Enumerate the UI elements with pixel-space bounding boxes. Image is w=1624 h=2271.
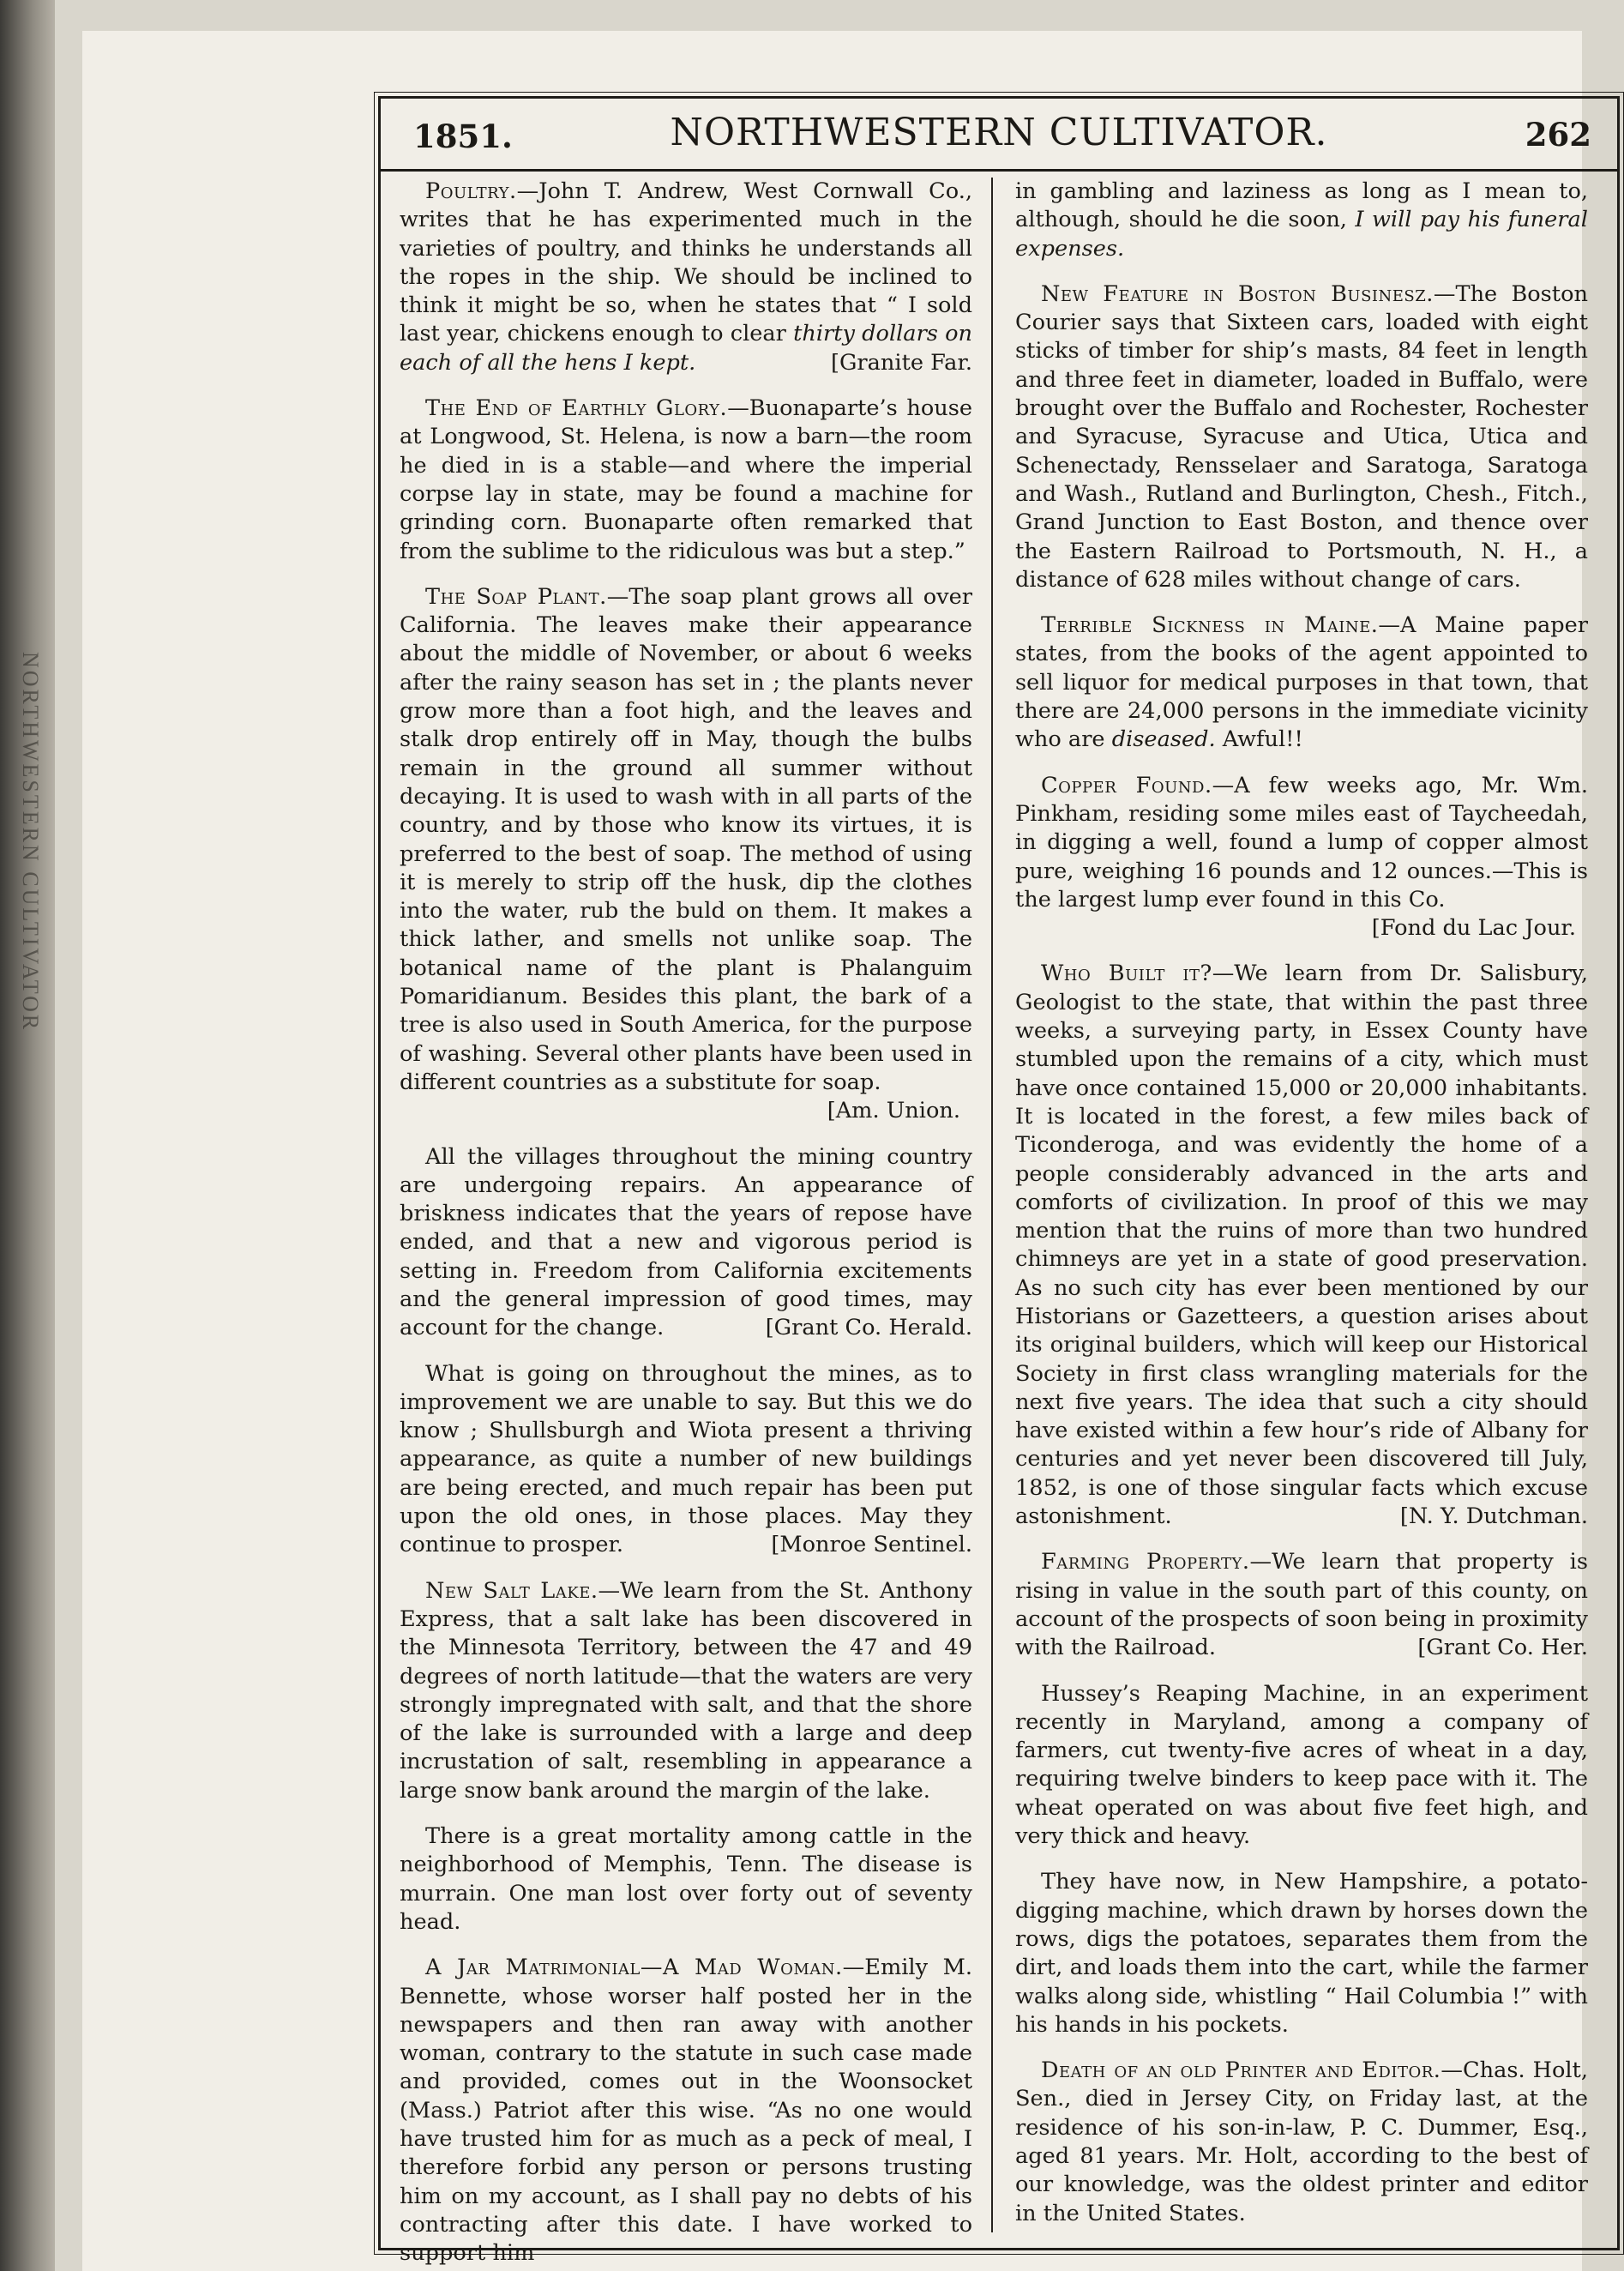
article-body: There is a great mortality among cattle in the neighborhood of Memphis, Tenn. The disease is murrain. One man lost over forty out of seventy head. <box>400 1823 972 1935</box>
article-earthly-glory <box>400 395 972 566</box>
binding-spine-text: NORTHWESTERN CULTIVATOR <box>18 652 43 1033</box>
article-emphasis: I will pay his funeral expenses. <box>1015 207 1588 262</box>
article-heading: Terrible Sickness in Maine. <box>1041 612 1379 639</box>
article-heading: New Feature in Boston Businesz. <box>1041 280 1434 307</box>
publication-title: NORTHWESTERN CULTIVATOR. <box>670 111 1328 154</box>
book-binding-edge <box>0 0 55 2271</box>
article-body: —A Maine paper states, from the books of the agent appointed to sell liquor for medical purposes in that town, that there are 24,000 persons in the immediate vicinity who are <box>1015 612 1588 753</box>
article-body: —Buonaparte’s house at Longwood, St. Helena, is now a barn—the room he died in is a stable—and where the imperial corpse lay in state, may be found a machine for grinding corn. Buonaparte often remarked that from the sublime to the ridiculous was but a step.” <box>400 395 973 564</box>
article-tail: Awful!! <box>1215 726 1303 753</box>
issue-year: 1851. <box>413 117 513 155</box>
article-heading: The Soap Plant. <box>425 583 607 610</box>
article-body: —John T. Andrew, West Cornwall Co., writes that he has experimented much in the varieties of poultry, and thinks he understands all the ropes in the ship. We should be inclined to think it might be so, when he states that “ I sold last year, chickens enough to clear <box>400 178 972 347</box>
article-body: —The Boston Courier says that Sixteen cars, loaded with eight sticks of timber for ship’s masts, 84 feet in length and three feet in diameter, loaded in Buffalo, were brought over the Buffalo and Rochester, Rochester and Syracuse, Syracuse and Utica, Utica and Schenectady, Rensselaer and Saratoga, Saratoga and Wash., Rutland and Burlington, Chesh., Fitch., Grand Junction to East Boston, and thence over the Eastern Railroad to Portsmouth, N. H., a distance of 628 miles without change of cars. <box>1015 280 1588 593</box>
article-body: —A few weeks ago, Mr. Wm. Pinkham, residing some miles east of Taycheedah, in digging a well, found a lump of copper almost pure, weighing 16 pounds and 12 ounces.—This is the largest lump ever found in this Co. <box>1015 772 1588 913</box>
article-body: —We learn that property is rising in value in the south part of this county, on account of the prospects of soon being in proximity with the Railroad. <box>1015 1549 1588 1661</box>
article-soap-plant <box>400 583 972 1126</box>
article-heading: New Salt Lake. <box>425 1577 598 1604</box>
article-heading: Poultry. <box>425 178 517 204</box>
article-body: —Chas. Holt, Sen., died in Jersey City, on Friday last, at the residence of his son-in-law, P. C. Dummer, Esq., aged 81 years. Mr. Holt, according to the best of our knowledge, was the oldest printer and editor in the United States. <box>1015 2057 1588 2226</box>
article-maine-sickness <box>1015 611 1588 754</box>
article-copper-found <box>1015 772 1588 943</box>
article-source: [Grant Co. Her. <box>1417 1635 1588 1661</box>
column-rule <box>991 178 993 2232</box>
article-reaping-machine <box>1015 1680 1588 1852</box>
article-body: —Emily M. Bennette, whose worser half posted her in the newspapers and then ran away with another woman, contrary to the statute in such case made and provided, comes out in the Woonsocket (Mass.) Patriot after this wise. “As no one would have trusted him for as much as a peck of meal, I therefore forbid any person or persons trusting him on my account, as I shall pay no debts of his contracting after this date. I have worked to support him <box>400 1955 972 2267</box>
article-body: What is going on throughout the mines, as to improvement we are unable to say. But this we do know ; Shullsburgh and Wiota present a thriving appearance, as quite a number of new buildings are being erected, and much repair has been put upon the old ones, in those places. May they continue to prosper. <box>400 1360 972 1558</box>
article-who-built-it <box>1015 960 1588 1531</box>
article-emphasis: thirty dollars on each of all the hens I kept. <box>400 321 972 376</box>
article-source: [Fond du Lac Jour. <box>1371 915 1576 942</box>
article-source: [N. Y. Dutchman. <box>1399 1503 1588 1530</box>
article-source: [Am. Union. <box>827 1098 960 1124</box>
article-source: [Granite Far. <box>831 349 972 376</box>
article-source: [Monroe Sentinel. <box>771 1532 972 1558</box>
article-body: Hussey’s Reaping Machine, in an experiment recently in Maryland, among a company of farmers, cut twenty-five acres of wheat in a day, requiring twelve binders to keep pace with it. The wheat operated on was about five feet high, and very thick and heavy. <box>1015 1680 1588 1850</box>
page-number: 262 <box>1525 116 1591 154</box>
article-heading: Farming Property. <box>1041 1549 1250 1575</box>
article-potato-digger <box>1015 1868 1588 2039</box>
right-column <box>1015 178 1588 2236</box>
article-mines-improvement <box>400 1360 972 1560</box>
article-body: —We learn from Dr. Salisbury, Geologist to the state, that within the past three weeks, a surveying party, in Essex County have stumbled upon the remains of a city, which must have once contained 15,000 or 20,000 inhabitants. It is located in the forest, a few miles back of Ticonderoga, and was evidently the home of a people considerably advanced in the arts and comforts of civilization. In proof of this we may mention that the ruins of more than two hundred chimneys are yet in a state of good preservation. As no such city has ever been mentioned by our Historians or Gazetteers, a question arises about its original builders, which will keep our Historical Society in first class wrangling materials for the next five years. The idea that such a city should have existed within a few hour’s ride of Albany for centuries and yet never been discovered till July, 1852, is one of those singular facts which excuse astonishment. <box>1015 961 1589 1530</box>
article-mining-villages <box>400 1143 972 1343</box>
left-column <box>400 178 973 2267</box>
article-heading: Death of an old Printer and Editor. <box>1041 2057 1441 2084</box>
article-heading: A Jar Matrimonial—A Mad Woman. <box>425 1955 843 1981</box>
article-emphasis: diseased. <box>1111 726 1216 753</box>
article-boston-business <box>1015 280 1588 594</box>
paper-sheet <box>82 31 1591 2271</box>
masthead <box>381 99 1617 172</box>
article-heading: Who Built it? <box>1041 961 1212 987</box>
article-printer-death <box>1015 2057 1588 2228</box>
article-body: —The soap plant grows all over California. The leaves make their appearance about the middle of November, or about 6 weeks after the rainy season has set in ; the plants never grow more than a foot high, and the leaves and stalk drop entirely off in May, though the bulbs remain in the ground all summer without decaying. It is used to wash with in all parts of the country, and by those who know its virtues, it is preferred to the best of soap. The method of using it is merely to strip off the husk, dip the clothes into the water, rub the buld on them. It makes a thick lather, and smells not unlike soap. The botanical name of the plant is Phalanguim Pomaridianum. Besides this plant, the bark of a tree is also used in South America, for the purpose of washing. Several other plants have been used in different countries as a substitute for soap. <box>400 583 972 1095</box>
article-body: —We learn from the St. Anthony Express, that a salt lake has been discovered in the Minnesota Territory, between the 47 and 49 degrees of north latitude—that the waters are very strongly impregnated with salt, and that the shore of the lake is surrounded with a large and deep incrustation of salt, resembling in appearance a large snow bank around the margin of the lake. <box>400 1577 972 1804</box>
newspaper-page <box>378 96 1620 2267</box>
article-heading: The End of Earthly Glory. <box>425 395 728 422</box>
article-farming-property <box>1015 1548 1588 1662</box>
article-body: All the villages throughout the mining country are undergoing repairs. An appearance of briskness indicates that the years of repose have ended, and that a new and vigorous period is setting in. Freedom from California excitements and the general impression of good times, may account for the change. <box>400 1143 972 1341</box>
article-body: They have now, in New Hampshire, a potato-digging machine, which drawn by horses down the rows, digs the potatoes, separates them from the dirt, and loads them into the cart, while the farmer walks along side, whistling “ Hail Columbia !” with his hands in his pockets. <box>1015 1869 1588 2038</box>
article-salt-lake <box>400 1577 972 1805</box>
article-source: [Grant Co. Herald. <box>765 1315 972 1341</box>
article-continuation <box>1015 178 1588 263</box>
article-jar-matrimonial <box>400 1954 972 2268</box>
article-body: in gambling and laziness as long as I mean to, although, should he die soon, <box>1015 178 1588 233</box>
article-poultry <box>400 178 972 377</box>
article-heading: Copper Found. <box>1041 772 1212 798</box>
article-cattle-mortality <box>400 1822 972 1937</box>
